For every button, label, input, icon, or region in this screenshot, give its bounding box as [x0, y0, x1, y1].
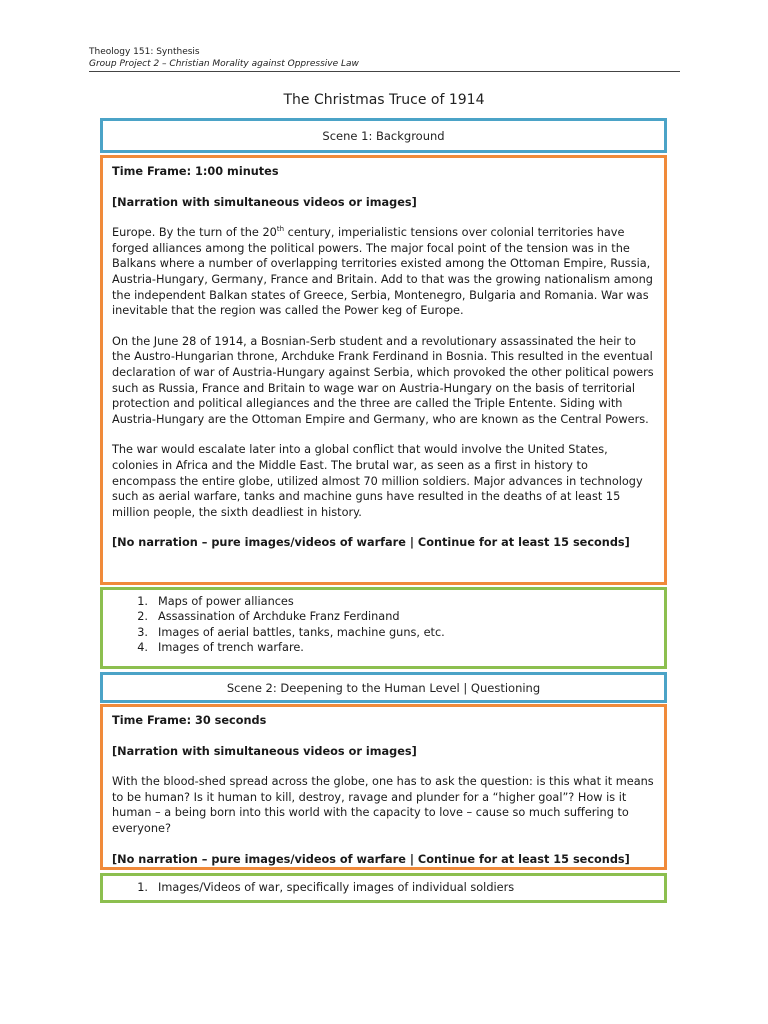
project-name: Group Project 2 – Christian Morality against Oppressive Law — [89, 59, 359, 69]
scene2-narration-note: [Narration with simultaneous videos or images] — [112, 744, 417, 758]
scene2-paragraph-1: With the blood-shed spread across the globe, one has to ask the question: is this what it means to be human? Is it human to kill, destroy, ravage and plunder for a “higher goal”? How is it human – a being born into this world with the capacity to love – cause so much suffering to everyone? — [112, 775, 654, 835]
list-item-number: 1. — [137, 595, 148, 608]
list-item-number: 3. — [137, 625, 148, 639]
scene1-no-narration-note: [No narration – pure images/videos of warfare | Continue for at least 15 seconds] — [112, 536, 630, 550]
scene1-p1-text-b: century, imperialistic tensions over colonial territories have forged alliances among the political powers. The major focal point of the tension was in the Balkans where a number of overlapping territories existed among the Ottoman Empire, Russia, Austria-Hungary, Germany, France and Britain. Add to that was the growing nationalism among the independent Balkan states of Greece, Serbia, Montenegro, Bulgaria and Romania. War was inevitable that the region was called the Power keg of Europe. — [112, 226, 653, 318]
list-item — [112, 625, 655, 640]
scene2-no-narration-note: [No narration – pure images/videos of warfare | Continue for at least 15 seconds] — [112, 852, 630, 866]
scene1-content-box — [100, 155, 667, 585]
course-name: Theology 151: Synthesis — [89, 47, 200, 57]
scene1-paragraph-2: On the June 28 of 1914, a Bosnian-Serb student and a revolutionary assassinated the heir to the Austro-Hungarian throne, Archduke Frank Ferdinand in Bosnia. This resulted in the eventual declaration of war of Austria-Hungary against Serbia, which provoked the other political powers such as Russia, France and Britain to wage war on Austria-Hungary on the basis of territorial protection and political allegiances and the three are called the Triple Entente. Siding with Austria-Hungary are the Ottoman Empire and Germany, who are known as the Central Powers. — [112, 334, 654, 426]
list-item-text: Maps of power alliances — [158, 595, 294, 608]
header-divider — [89, 71, 680, 72]
scene1-media-list-box — [100, 587, 667, 669]
scene2-content-box — [100, 704, 667, 870]
scene1-paragraph-1 — [112, 225, 655, 319]
list-item-text: Images of aerial battles, tanks, machine guns, etc. — [158, 625, 445, 639]
scene1-heading-box — [100, 118, 667, 153]
scene2-media-list — [112, 880, 655, 895]
scene2-media-list-box — [100, 873, 667, 903]
scene1-paragraph-3: The war would escalate later into a global conflict that would involve the United States, colonies in Africa and the Middle East. The brutal war, as seen as a first in history to encompass the entire globe, utilized almost 70 million soldiers. Major advances in technology such as aerial warfare, tanks and machine guns have resulted in the deaths of at least 15 million people, the sixth deadliest in history. — [112, 443, 643, 519]
list-item — [112, 640, 655, 655]
list-item-number: 2. — [137, 610, 148, 624]
scene2-heading-box — [100, 672, 667, 703]
scene2-time-frame: Time Frame: 30 seconds — [112, 714, 267, 727]
list-item — [112, 594, 655, 609]
list-item-text: Assassination of Archduke Franz Ferdinand — [158, 610, 400, 624]
scene1-narration-note: [Narration with simultaneous videos or images] — [112, 195, 417, 209]
scene2-heading: Scene 2: Deepening to the Human Level | Questioning — [226, 680, 541, 695]
list-item-number: 1. — [137, 881, 148, 894]
list-item-number: 4. — [137, 641, 148, 655]
scene1-p1-text-a: Europe. By the turn of the 20 — [112, 226, 277, 240]
page-header — [89, 46, 679, 70]
list-item — [112, 880, 655, 895]
scene1-heading: Scene 1: Background — [322, 128, 445, 143]
list-item — [112, 609, 655, 624]
scene1-media-list — [112, 594, 655, 656]
scene1-p1-superscript: th — [276, 225, 285, 234]
list-item-text: Images/Videos of war, specifically images of individual soldiers — [158, 881, 515, 894]
list-item-text: Images of trench warfare. — [158, 641, 304, 655]
document-title: The Christmas Truce of 1914 — [283, 92, 485, 108]
scene1-time-frame: Time Frame: 1:00 minutes — [112, 165, 279, 178]
